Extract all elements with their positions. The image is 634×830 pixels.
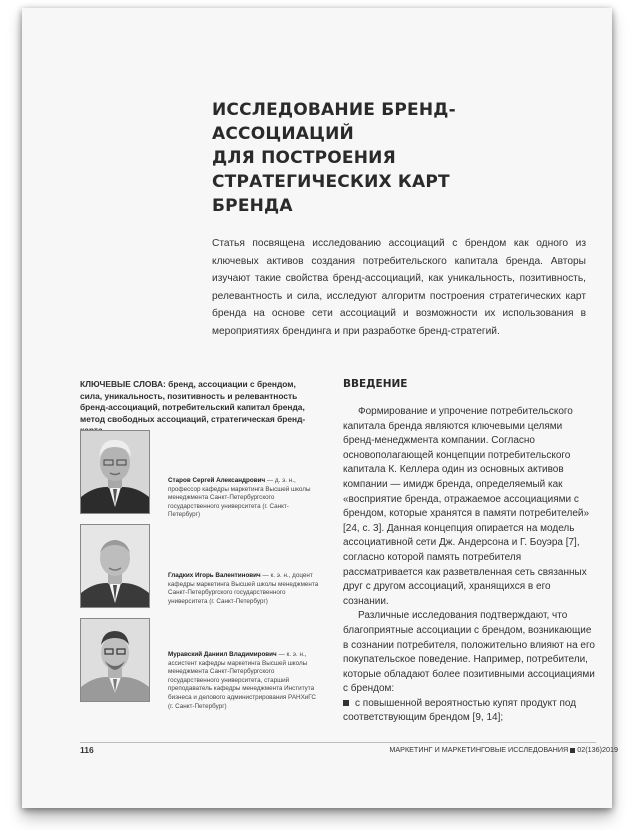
author-photo xyxy=(80,430,150,514)
author-name: Старов Сергей Александрович xyxy=(168,477,266,484)
bullet-text: с повышенной вероятностью купят продукт под соответствующим брендом [9, 14]; xyxy=(343,697,577,724)
journal-footer xyxy=(389,745,618,754)
paragraph: Различные исследования подтверждают, что благоприятные ассоциации с брендом, возникающие в сознании потребителя, положительно влияют на его покупательское поведение. Например, потребители, которые обладают более позитивными ассоциациями с брендом: xyxy=(343,610,595,695)
author-name: Гладких Игорь Валентинович xyxy=(168,572,261,579)
author-bio xyxy=(168,572,320,606)
title-line: ИССЛЕДОВАНИЕ БРЕНД-АССОЦИАЦИЙ xyxy=(212,100,456,144)
bullet-item xyxy=(343,697,595,726)
author-name: Муравский Даниил Владимирович xyxy=(168,651,277,658)
author-bio xyxy=(168,651,320,711)
keywords: КЛЮЧЕВЫЕ СЛОВА: бренд, ассоциации с брендом, сила, уникальность, позитивность и релевантность бренд-ассоциаций, потребительский капитал бренда, метод свободных ассоциаций, стратегическая бренд- xyxy=(80,379,306,424)
footer-divider xyxy=(80,742,596,743)
author-details: — к. э. н., ассистент кафедры маркетинга Высшей школы менеджмента Санкт-Петербургского государственного университета, старший преподаватель кафедры менеджмента Института бизнеса и делового администрирования РАНХиГС (г. Санкт-Петербург) xyxy=(168,651,316,710)
author-details: — д. э. н., профессор кафедры маркетинга Высшей школы менеджмента Санкт-Петербургского государственного университета (г. Санкт-Петербург) xyxy=(168,477,311,519)
page-number: 116 xyxy=(80,745,94,755)
article-abstract: Статья посвящена исследованию ассоциаций с брендом как одного из ключевых активов создания потребительского капитала бренда. Авторы изучают такие свойства бренд-ассоциаций, как уникальность, позитивность, релевантность и сила, исследуют алгоритм построения стратегических карт бренда на основе сети ассоциаций и возможности их использования в мероприятиях брендинга и при разработке бренд-стратегий. xyxy=(212,238,586,337)
square-separator-icon xyxy=(570,748,575,753)
body-text xyxy=(343,405,595,726)
journal-issue: 02(136)2019 xyxy=(577,745,618,754)
paragraph: Формирование и упрочение потребительского капитала бренда являются ключевыми целями бренд-менеджмента компании. Согласно основополагающей концепции потребительского капитала К. Келлера один из основных активов компании — имидж бренда, определяемый как «восприятие бренда, отражаемое ассоциациями с брендом, которые хранятся в памяти потребителей» [24, с. 3]. Данная концепция опирается на модель ассоциативной сети Дж. Андерсона и Г. Боуэра [7], согласно которой память потребителя рассматривается как разветвленная сеть связанных друг с другом ассоциаций, хранящихся в его сознании. xyxy=(343,406,590,607)
author-photo xyxy=(80,618,150,702)
author-bio xyxy=(168,477,320,520)
title-line: БРЕНДА xyxy=(212,196,293,216)
journal-name: МАРКЕТИНГ И МАРКЕТИНГОВЫЕ ИССЛЕДОВАНИЯ xyxy=(389,745,569,754)
title-line: ДЛЯ ПОСТРОЕНИЯ СТРАТЕГИЧЕСКИХ КАРТ xyxy=(212,148,450,192)
author-photo xyxy=(80,524,150,608)
author-details: — к. э. н., доцент кафедры маркетинга Высшей школы менеджмента Санкт-Петербургского государственного университета (г. Санкт-Петербург) xyxy=(168,572,319,605)
article-title xyxy=(212,98,572,218)
bullet-square-icon xyxy=(343,700,349,706)
section-heading: ВВЕДЕНИЕ xyxy=(343,378,408,390)
